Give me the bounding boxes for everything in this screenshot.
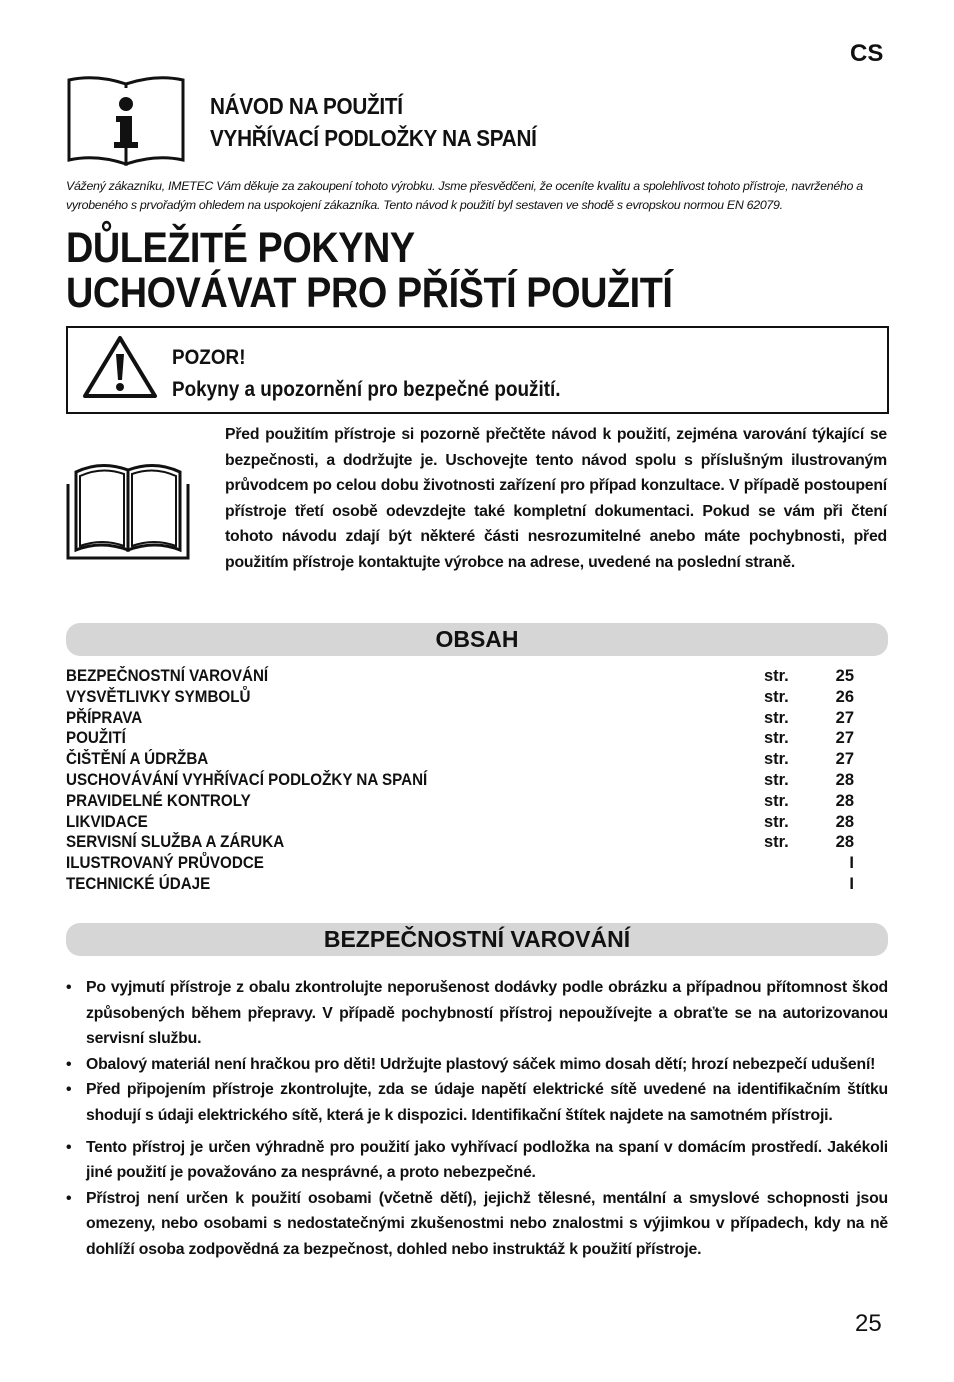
toc-item-title: ILUSTROVANÝ PRŮVODCE	[66, 854, 264, 873]
toc-row	[66, 666, 856, 687]
intro-text: Vážený zákazníku, IMETEC Vám děkuje za zakoupení tohoto výrobku. Jsme přesvědčeni, že oceníte kvalitu a spolehlivost tohoto přístroje, navrženého a vyrobeného s prvořadým ohledem na uspokojení zákazníka. Tento návod k použití byl sestaven ve shodě s evropskou normou EN 62079.	[66, 179, 863, 212]
toc-item-page: 28	[835, 833, 854, 852]
toc-item-page: I	[849, 874, 854, 893]
toc-item-title: SERVISNÍ SLUŽBA A ZÁRUKA	[66, 833, 285, 852]
toc-item-page: 27	[835, 708, 854, 727]
main-title	[66, 226, 672, 316]
bullet-symbol: •	[66, 1138, 72, 1156]
info-book-icon	[66, 72, 186, 166]
toc-row	[66, 749, 856, 770]
toc-heading: OBSAH	[435, 626, 519, 652]
toc-item-str: str.	[764, 770, 789, 789]
toc-item-title: LIKVIDACE	[66, 812, 148, 831]
main-title-line: DŮLEŽITÉ POKYNY	[66, 224, 415, 272]
toc-row	[66, 708, 856, 729]
safety-warning-item	[66, 1052, 888, 1078]
warning-heading: POZOR!	[172, 346, 246, 369]
warning-triangle-icon	[82, 334, 158, 400]
manual-title	[210, 90, 537, 154]
warning-box	[66, 326, 889, 414]
read-instructions-text: Před použitím přístroje si pozorně přečtěte návod k použití, zejména varování týkající se bezpečnosti, a dodržujte je. Uschovejte tento návod spolu s příslušným ilustrovaným průvodcem po celou dobu životnosti zařízení pro případ konzultace. V případě postoupení přístroje třetí osobě odevzdejte také kompletní dokumentaci. Pokud se vám při čtení tohoto návodu zdají být některé části nesrozumitelné anebo máte pochybnosti, před použitím přístroje kontaktujte výrobce na adrese, uvedené na poslední straně.	[225, 426, 887, 571]
safety-warning-text: Obalový materiál není hračkou pro děti! Udržujte plastový sáček mimo dosah dětí; hrozí nebezpečí udušení!	[86, 1055, 876, 1073]
safety-warning-text: Před připojením přístroje zkontrolujte, zda se údaje napětí elektrické sítě uvedené na identifikačním štítku shodují s údaji elektrického sítě, která je k dispozici. Identifikační štítek najdete na samotném přístroji.	[86, 1081, 888, 1124]
toc-item-page: I	[849, 854, 854, 873]
toc-item-title: TECHNICKÉ ÚDAJE	[66, 874, 211, 893]
toc-row	[66, 853, 856, 874]
toc-item-title: VYSVĚTLIVKY SYMBOLŮ	[66, 687, 251, 706]
toc-row	[66, 728, 856, 749]
table-of-contents	[66, 666, 856, 895]
toc-item-page: 26	[835, 687, 854, 706]
toc-item-str: str.	[764, 708, 789, 727]
safety-heading-bar	[66, 923, 888, 956]
safety-warning-text: Přístroj není určen k použití osobami (včetně dětí), jejichž tělesné, mentální a smyslové schopnosti jsou omezeny, nebo osobami s nedostatečnými zkušenostmi nebo znalostmi s výjimkou v případech, kdy na ně dohlíží osoba zodpovědná za bezpečnost, dohled nebo instruktáž k použití přístroje.	[86, 1189, 888, 1258]
toc-item-title: BEZPEČNOSTNÍ VAROVÁNÍ	[66, 667, 269, 685]
toc-item-title: ČIŠTĚNÍ A ÚDRŽBA	[66, 750, 209, 769]
safety-warning-item	[66, 1186, 888, 1263]
toc-item-title: PŘÍPRAVA	[66, 708, 143, 727]
toc-row	[66, 832, 856, 853]
bullet-symbol: •	[66, 1189, 72, 1207]
toc-item-str: str.	[764, 750, 789, 769]
toc-item-str: str.	[764, 687, 789, 706]
manual-title-line: VYHŘÍVACÍ PODLOŽKY NA SPANÍ	[210, 125, 537, 151]
toc-row	[66, 874, 856, 895]
toc-item-page: 27	[835, 750, 854, 769]
toc-item-str: str.	[764, 812, 789, 831]
page-number: 25	[855, 1310, 882, 1337]
toc-row	[66, 812, 856, 833]
safety-warning-item	[66, 1077, 888, 1128]
bullet-symbol: •	[66, 1081, 72, 1099]
toc-item-page: 28	[835, 770, 854, 789]
toc-item-str: str.	[764, 667, 789, 685]
safety-warnings-list	[66, 975, 888, 1263]
manual-title-line: NÁVOD NA POUŽITÍ	[210, 93, 403, 119]
toc-item-title: POUŽITÍ	[66, 729, 126, 748]
main-title-line: UCHOVÁVAT PRO PŘÍŠTÍ POUŽITÍ	[66, 269, 673, 317]
safety-warning-text: Po vyjmutí přístroje z obalu zkontrolujte neporušenost dodávky podle obrázku a případnou přítomnost škod způsobených během přepravy. V případě pochybností přístroj nepoužívejte a obraťte se na autorizovanou servisní službu.	[86, 979, 888, 1048]
toc-item-title: PRAVIDELNÉ KONTROLY	[66, 791, 251, 810]
safety-heading: BEZPEČNOSTNÍ VAROVÁNÍ	[323, 926, 631, 952]
toc-item-str: str.	[764, 729, 789, 748]
toc-item-page: 25	[835, 667, 854, 685]
toc-item-page: 28	[835, 812, 854, 831]
warning-text	[172, 342, 561, 406]
toc-row	[66, 770, 856, 791]
toc-item-str: str.	[764, 791, 789, 810]
toc-item-str: str.	[764, 833, 789, 852]
safety-warning-item	[66, 975, 888, 1052]
language-code: CS	[850, 40, 884, 67]
toc-row	[66, 791, 856, 812]
bullet-symbol: •	[66, 1055, 72, 1073]
warning-subtitle: Pokyny a upozornění pro bezpečné použití.	[172, 378, 561, 401]
toc-item-title: USCHOVÁVÁNÍ VYHŘÍVACÍ PODLOŽKY NA SPANÍ	[66, 770, 428, 789]
toc-item-page: 28	[835, 791, 854, 810]
safety-warning-text: Tento přístroj je určen výhradně pro použití jako vyhřívací podložka na spaní v domácím prostředí. Jakékoli jiné použití je považováno za nesprávné, a proto nebezpečné.	[86, 1138, 888, 1182]
toc-heading-bar	[66, 623, 888, 656]
toc-row	[66, 687, 856, 708]
toc-item-page: 27	[835, 729, 854, 748]
bullet-symbol: •	[66, 979, 72, 996]
open-book-icon	[66, 460, 190, 560]
safety-warning-item	[66, 1135, 888, 1186]
